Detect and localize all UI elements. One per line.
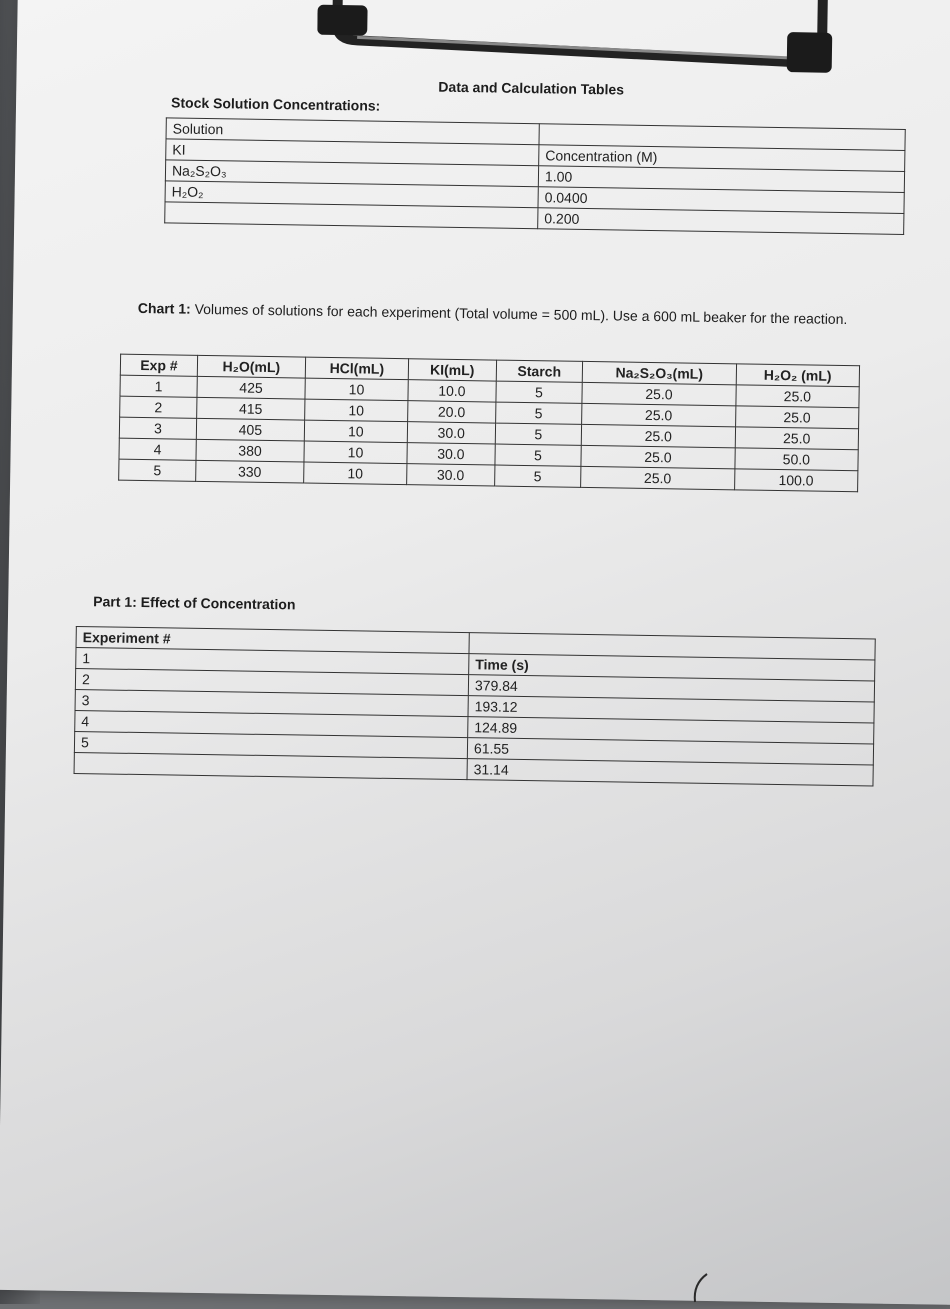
table-cell <box>165 202 538 229</box>
table-header: Starch <box>496 360 583 382</box>
table-header: Exp # <box>120 354 197 376</box>
table-cell: 5 <box>495 423 582 445</box>
table-cell: 5 <box>74 731 467 758</box>
table-cell: 25.0 <box>581 466 735 489</box>
table-cell: 25.0 <box>582 403 736 426</box>
table-cell: 10 <box>304 441 407 464</box>
table-cell: 330 <box>196 460 304 483</box>
table-cell: Na₂S₂O₃ <box>165 160 538 187</box>
table-cell: 25.0 <box>736 385 860 408</box>
table-cell: 0.0400 <box>538 187 904 214</box>
table-cell: 25.0 <box>582 382 736 405</box>
table-cell: 1 <box>76 647 469 674</box>
stock-table <box>164 117 906 235</box>
table-cell: Solution <box>166 118 539 145</box>
table-cell: 2 <box>75 668 468 695</box>
table-cell: KI <box>166 139 539 166</box>
table-cell: 30.0 <box>407 422 495 444</box>
table-cell: 100.0 <box>734 469 858 492</box>
table-header: Na₂S₂O₃(mL) <box>582 361 736 384</box>
table-cell: 25.0 <box>581 445 735 468</box>
table-header: Time (s) <box>469 654 875 681</box>
table-cell: 2 <box>120 396 197 418</box>
table-header: Experiment # <box>76 626 469 653</box>
table-cell: 10 <box>304 462 407 485</box>
table-cell: Concentration (M) <box>539 145 905 172</box>
table-cell: 5 <box>495 444 582 466</box>
table-header: HCl(mL) <box>305 357 408 380</box>
document-title: Data and Calculation Tables <box>438 78 625 98</box>
table-cell: 0.200 <box>538 208 904 235</box>
part1-table <box>74 626 876 787</box>
table-cell: 379.84 <box>468 675 874 702</box>
table-cell: H₂O₂ <box>165 181 538 208</box>
table-cell: 10 <box>305 378 408 401</box>
table-cell: 5 <box>495 402 582 424</box>
table-cell: 5 <box>494 465 581 487</box>
table-cell: 31.14 <box>467 759 873 786</box>
pen-mark-icon <box>685 1270 715 1304</box>
table-cell: 5 <box>119 459 196 481</box>
chart1-caption <box>138 297 898 331</box>
part1-label: Part 1: Effect of Concentration <box>93 593 296 613</box>
table-cell: 3 <box>119 417 196 439</box>
table-cell: 405 <box>196 418 304 441</box>
table-cell: 10.0 <box>408 380 496 402</box>
table-cell: 50.0 <box>735 448 859 471</box>
table-cell: 1.00 <box>538 166 904 193</box>
table-cell: 25.0 <box>735 406 859 429</box>
table-header: KI(mL) <box>408 359 496 381</box>
table-cell: 25.0 <box>735 427 859 450</box>
table-cell: 3 <box>75 689 468 716</box>
table-cell: 10 <box>304 399 407 422</box>
chart1-caption-bold: Chart 1: <box>137 299 191 317</box>
table-cell: 25.0 <box>581 424 735 447</box>
table-cell: 380 <box>196 439 304 462</box>
table-cell: 61.55 <box>467 738 873 765</box>
table-cell: 415 <box>197 397 305 420</box>
table-cell: 10 <box>304 420 407 443</box>
table-header: H₂O₂ (mL) <box>736 364 860 387</box>
table-cell: 4 <box>75 710 468 737</box>
table-cell: 425 <box>197 376 305 399</box>
chart1-table <box>118 354 860 493</box>
table-cell: 1 <box>120 375 197 397</box>
table-cell: 5 <box>496 381 583 403</box>
table-header: H₂O(mL) <box>197 355 305 378</box>
table-cell: 124.89 <box>468 717 874 744</box>
table-cell: 4 <box>119 438 196 460</box>
chart1-caption-text: Volumes of solutions for each experiment (Total volume = 500 mL). Use a 600 mL beaker for the reaction. <box>190 300 848 328</box>
table-cell: 20.0 <box>408 401 496 423</box>
stock-label: Stock Solution Concentrations: <box>170 94 381 114</box>
table-cell: 30.0 <box>407 443 495 465</box>
table-cell: 193.12 <box>468 696 874 723</box>
table-cell: 30.0 <box>407 464 495 486</box>
